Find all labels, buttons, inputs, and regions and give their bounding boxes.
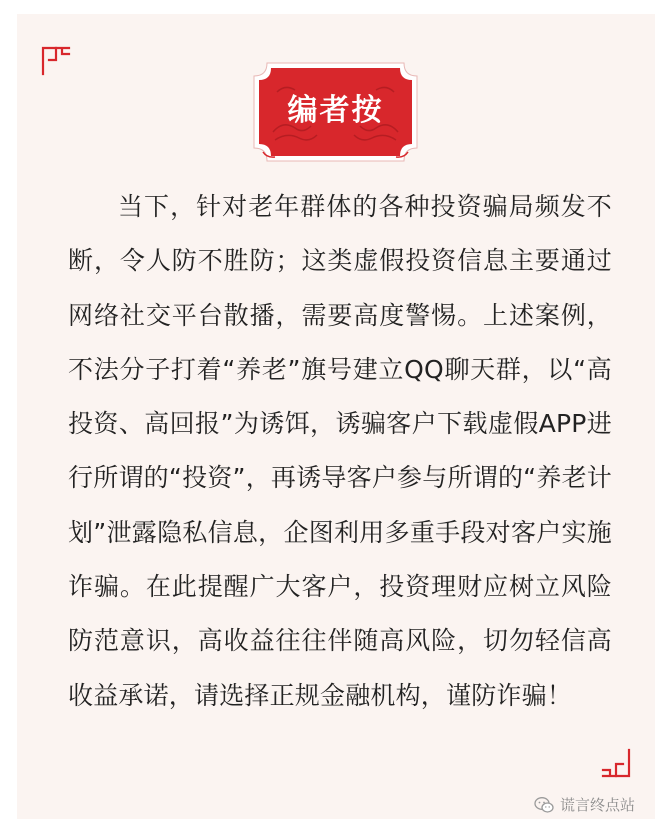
corner-ornament-bottom-right-icon [600,748,632,780]
corner-ornament-top-left-icon [40,44,72,76]
watermark-text: 谎言终点站 [560,796,636,814]
badge-title: 编者按 [287,93,384,128]
wechat-icon [534,796,554,814]
editor-note-badge [253,62,418,162]
article-paragraph: 当下，针对老年群体的各种投资骗局频发不断，令人防不胜防；这类虚假投资信息主要通过网络社交平台散播，需要高度警惕。上述案例，不法分子打着“养老”旗号建立QQ聊天群，以“高投资、高回报”为诱饵，诱骗客户下载虚假APP进行所谓的“投资”，再诱导客户参与所谓的“养老计划”泄露隐私信息，企图利用多重手段对客户实施诈骗。在此提醒广大客户，投资理财应树立风险防范意识，高收益往往伴随高风险，切勿轻信高收益承诺，请选择正规金融机构，谨防诈骗！ [68,192,612,710]
account-watermark [534,794,635,816]
